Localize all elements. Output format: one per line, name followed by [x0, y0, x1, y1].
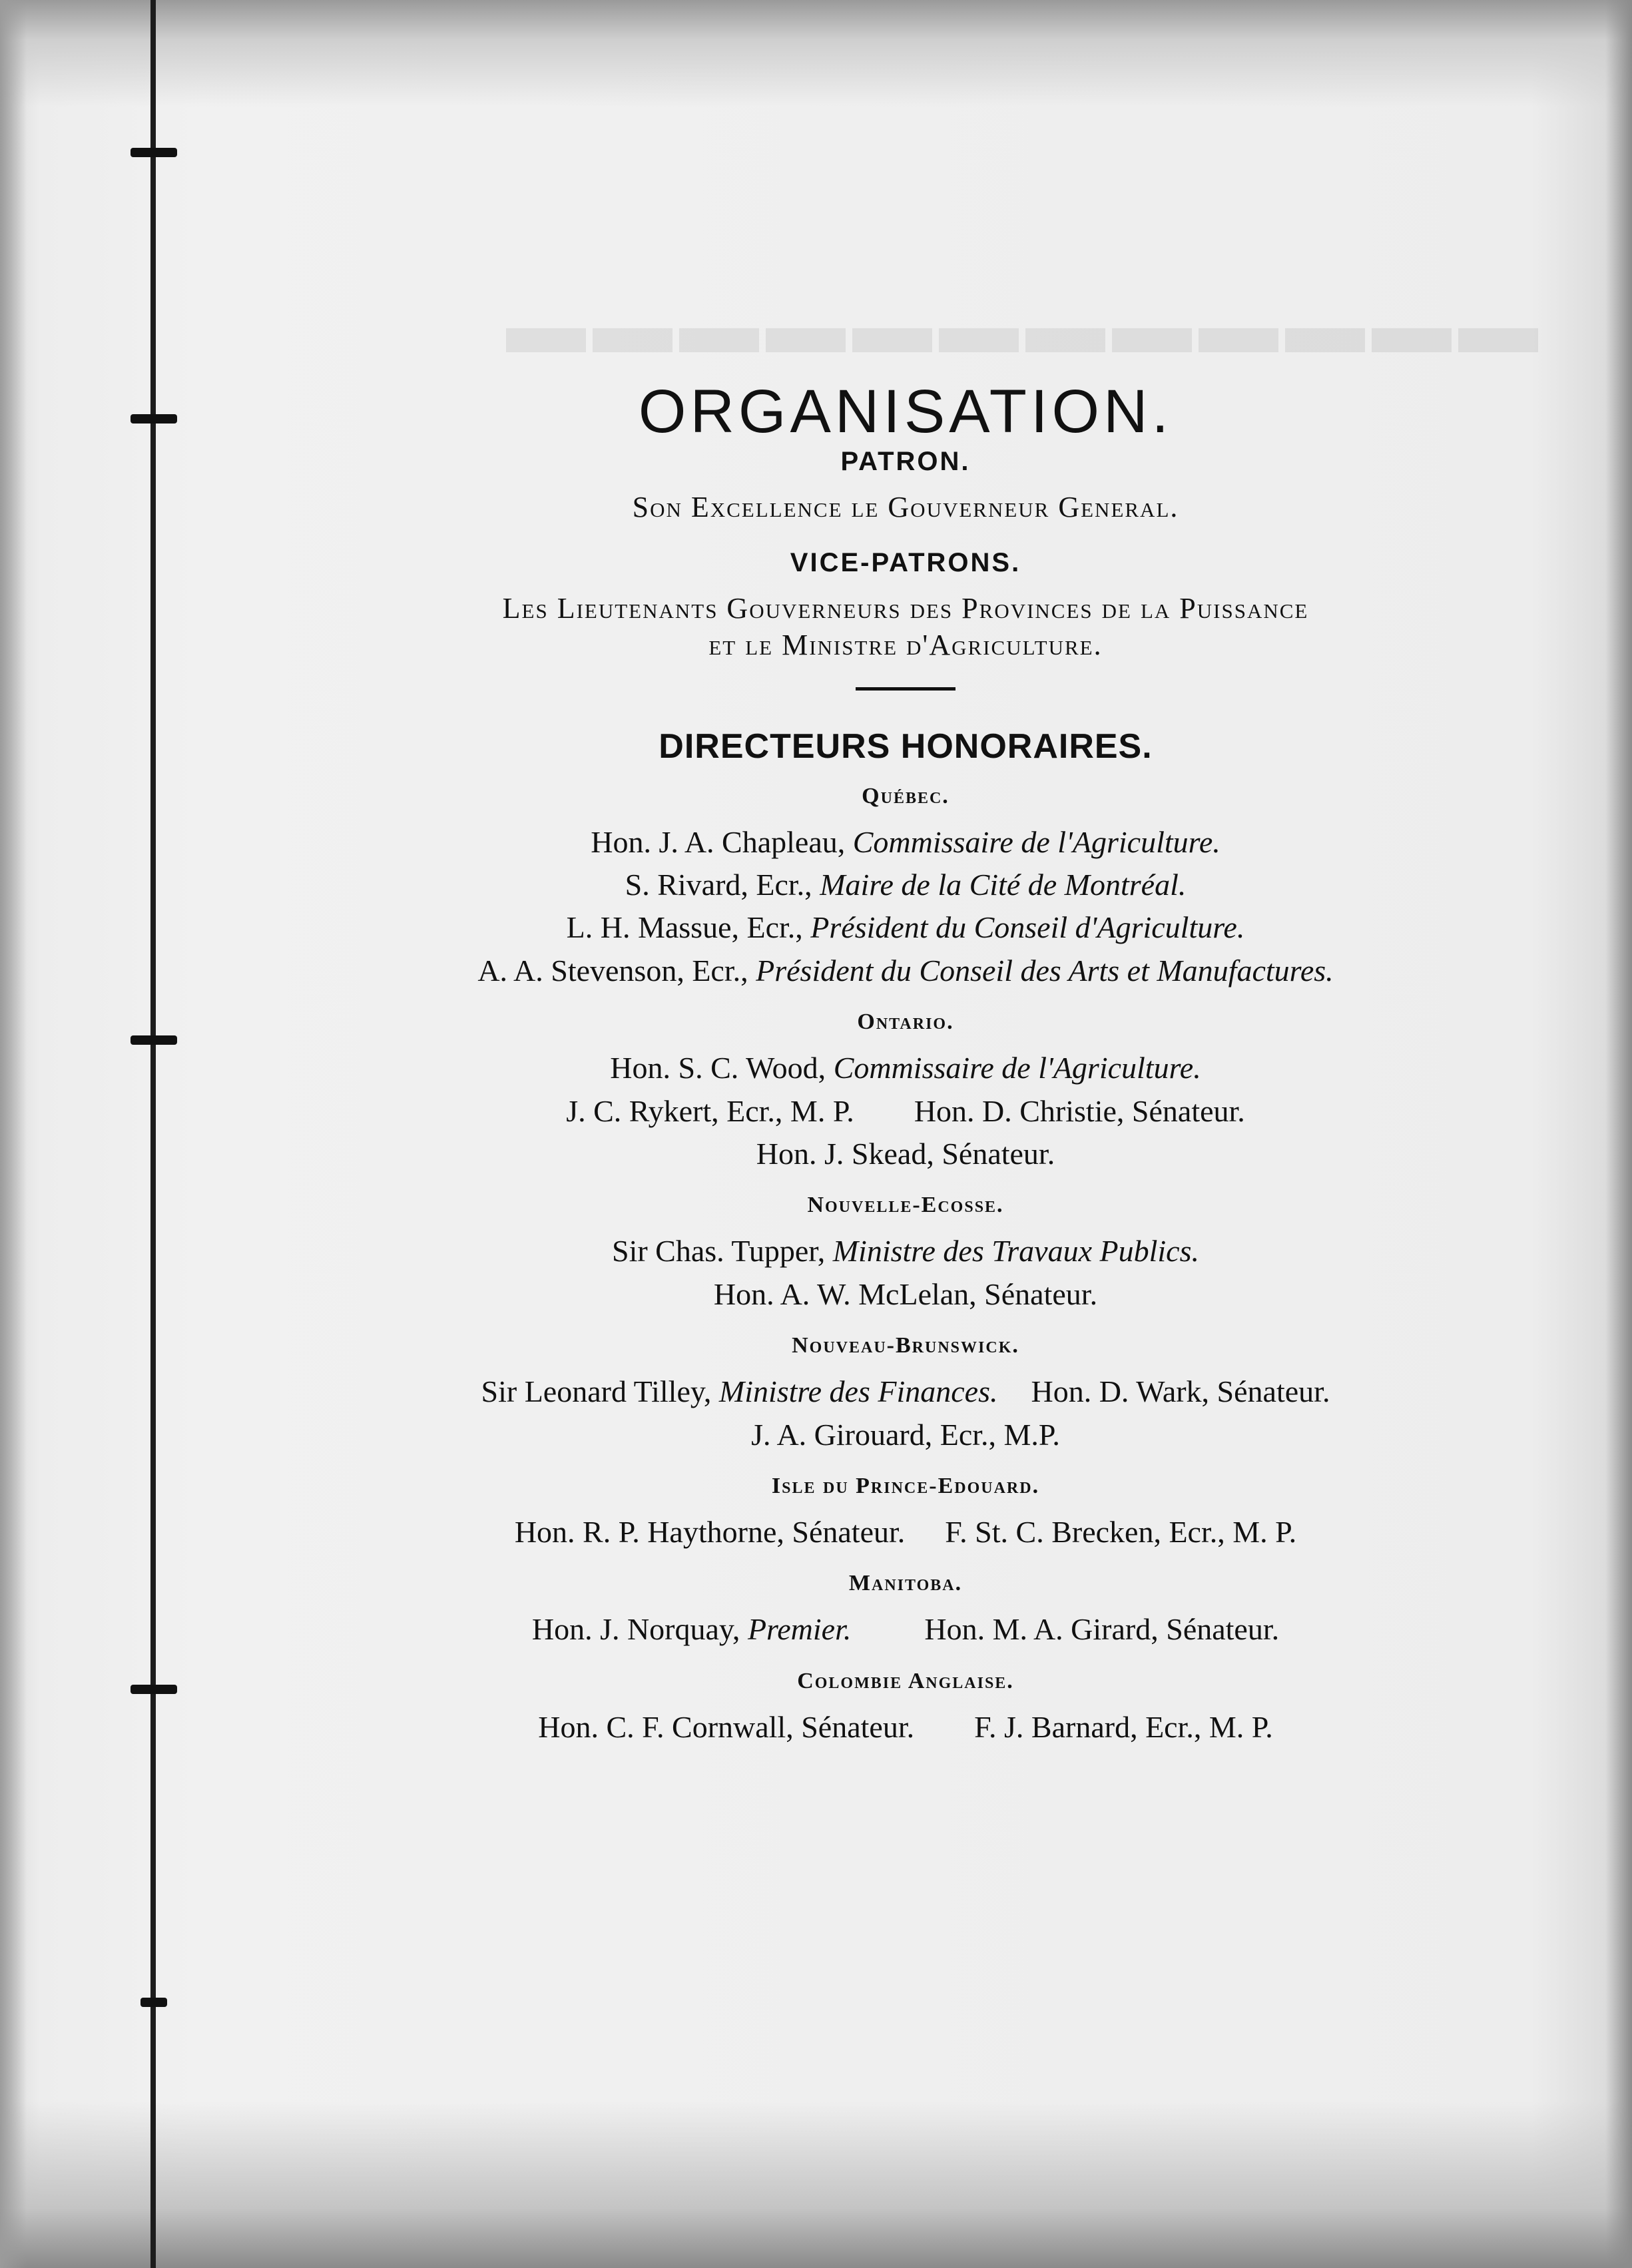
binding-stitch: [131, 1035, 177, 1045]
director-entry: Hon. C. F. Cornwall, Sénateur.: [538, 1709, 915, 1744]
director-entry: S. Rivard, Ecr., Maire de la Cité de Montréal.: [625, 867, 1187, 902]
director-entry: A. A. Stevenson, Ecr., Président du Conseil des Arts et Manufactures.: [477, 953, 1334, 988]
vice-patrons-heading: VICE-PATRONS.: [790, 547, 1021, 577]
province-quebec-heading: Québec.: [862, 783, 950, 808]
binding-stitch: [131, 414, 177, 424]
director-entry: Hon. A. W. McLelan, Sénateur.: [713, 1276, 1098, 1311]
director-entry-pair: [333, 1370, 1478, 1413]
director-entry: Hon. J. Norquay, Premier.: [531, 1612, 852, 1647]
director-entry: Hon. D. Wark, Sénateur.: [1031, 1374, 1330, 1409]
director-entry: F. St. C. Brecken, Ecr., M. P.: [945, 1514, 1297, 1549]
province-nouvelle-ecosse-heading: Nouvelle-Ecosse.: [807, 1193, 1004, 1218]
director-entry: Sir Leonard Tilley, Ministre des Finances.: [481, 1374, 998, 1409]
organisation-page-content: [333, 380, 1478, 1749]
province-ile-prince-edouard-heading: Isle du Prince-Edouard.: [771, 1473, 1040, 1498]
director-entry: Hon. R. P. Haythorne, Sénateur.: [514, 1514, 906, 1549]
vice-patrons-line-2: et le Ministre d'Agriculture.: [708, 628, 1103, 661]
patron-heading: PATRON.: [840, 446, 971, 476]
top-page-shadow: [0, 0, 1632, 107]
director-entry: Hon. M. A. Girard, Sénateur.: [924, 1612, 1280, 1647]
bottom-page-shadow: [0, 2102, 1632, 2268]
director-entry-pair: [333, 1608, 1478, 1651]
province-ontario-heading: Ontario.: [857, 1009, 954, 1035]
bleed-through-texture: ▬▬▬▬▬▬▬▬▬▬▬▬: [506, 281, 1545, 370]
province-colombie-anglaise-heading: Colombie Anglaise.: [797, 1668, 1014, 1693]
page-title: ORGANISATION.: [638, 378, 1173, 445]
director-entry: Hon. J. Skead, Sénateur.: [756, 1136, 1055, 1171]
director-entry-pair: [333, 1090, 1478, 1133]
left-page-edge: [0, 0, 27, 2268]
director-entry: J. C. Rykert, Ecr., M. P.: [566, 1093, 854, 1128]
vice-patrons-line-1: Les Lieutenants Gouverneurs des Provinces de la Puissance: [502, 591, 1309, 625]
director-entry: J. A. Girouard, Ecr., M.P.: [751, 1417, 1060, 1452]
section-divider: [856, 687, 955, 691]
binding-stitch: [131, 1685, 177, 1694]
directors-heading: DIRECTEURS HONORAIRES.: [659, 726, 1153, 766]
director-entry: Hon. S. C. Wood, Commissaire de l'Agriculture.: [610, 1051, 1201, 1085]
province-nouveau-brunswick-heading: Nouveau-Brunswick.: [792, 1333, 1019, 1358]
right-page-edge: [1605, 0, 1632, 2268]
binding-stitch: [131, 148, 177, 157]
director-entry-pair: [333, 1511, 1478, 1554]
director-entry: F. J. Barnard, Ecr., M. P.: [974, 1709, 1273, 1744]
director-entry: L. H. Massue, Ecr., Président du Conseil d'Agriculture.: [566, 910, 1245, 945]
binding-stitch: [140, 1998, 167, 2007]
director-entry: Hon. J. A. Chapleau, Commissaire de l'Agriculture.: [591, 824, 1221, 859]
director-entry-pair: [333, 1706, 1478, 1749]
province-manitoba-heading: Manitoba.: [848, 1571, 963, 1596]
patron-text: Son Excellence le Gouverneur General.: [632, 490, 1179, 523]
binding-spine: [150, 0, 156, 2268]
director-entry: Hon. D. Christie, Sénateur.: [914, 1093, 1245, 1128]
director-entry: Sir Chas. Tupper, Ministre des Travaux Publics.: [612, 1234, 1199, 1269]
